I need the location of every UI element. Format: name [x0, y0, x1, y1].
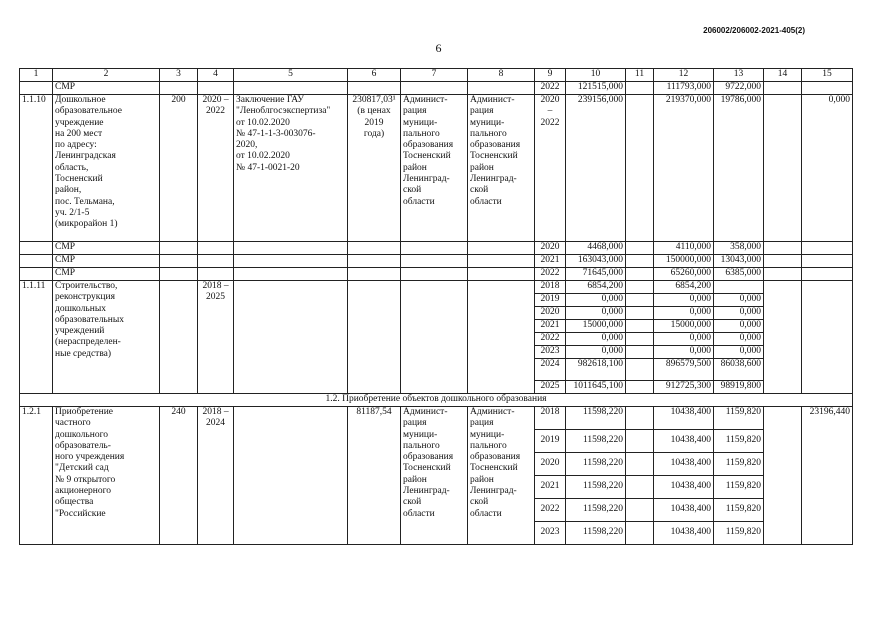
col-header: 4: [198, 69, 234, 82]
cell: [468, 82, 535, 95]
cell-year: 2020: [535, 242, 566, 255]
cell-total: 0,000: [566, 346, 626, 359]
cell: [802, 82, 853, 95]
cell: [234, 255, 348, 268]
cell: [198, 242, 234, 255]
cell: [468, 242, 535, 255]
cell: [626, 95, 654, 242]
section-title: 1.2. Приобретение объектов дошкольного образования: [20, 394, 853, 407]
cell-year: 2022: [535, 499, 566, 522]
cell-total: 6854,200: [566, 281, 626, 294]
cell-local: 1159,820: [714, 430, 764, 453]
cell-year: 2022: [535, 268, 566, 281]
col-header: 11: [626, 69, 654, 82]
cell-year: 2018: [535, 407, 566, 430]
cell-year: 2024: [535, 359, 566, 381]
cell: [468, 281, 535, 394]
col-header: 13: [714, 69, 764, 82]
cell: [348, 242, 401, 255]
cell-local: 1159,820: [714, 522, 764, 545]
cell: [198, 82, 234, 95]
cell-local: 86038,600: [714, 359, 764, 381]
cell: [802, 268, 853, 281]
cell: [764, 95, 802, 242]
cell: [348, 268, 401, 281]
cell: [20, 82, 53, 95]
cell: [234, 268, 348, 281]
table-row: [20, 95, 853, 242]
cell: [626, 255, 654, 268]
table-row: [20, 268, 853, 281]
cell-regional: 150000,000: [654, 255, 714, 268]
cell-year: 2020: [535, 453, 566, 476]
cell-total: 1011645,100: [566, 381, 626, 394]
cell-total: 11598,220: [566, 476, 626, 499]
cell-object-name: Приобретение частного дошкольного образователь- ного учреждения "Детский сад № 9 открытого акционерного общества "Российские: [53, 407, 160, 545]
cell: [626, 307, 654, 320]
cell-document: Заключение ГАУ "Леноблгосэкспертиза" от 10.02.2020 № 47-1-1-3-003076- 2020, от 10.02.2020 № 47-1-0021-20: [234, 95, 348, 242]
cell: [626, 381, 654, 394]
cell-capacity: 200: [160, 95, 198, 242]
cell-period: 2020 – 2022: [198, 95, 234, 242]
cell-year: 2022: [535, 82, 566, 95]
col-header: 12: [654, 69, 714, 82]
cell: [626, 281, 654, 294]
cell-total: 0,000: [566, 333, 626, 346]
cell: [802, 255, 853, 268]
cell: [468, 268, 535, 281]
cell: [626, 407, 654, 430]
cell: [348, 281, 401, 394]
cell-local: 1159,820: [714, 407, 764, 430]
cell-regional: 0,000: [654, 294, 714, 307]
page-number: 6: [435, 41, 442, 55]
cell-capacity: 240: [160, 407, 198, 545]
cell: [198, 255, 234, 268]
cell-local: 98919,800: [714, 381, 764, 394]
cell-local: 1159,820: [714, 453, 764, 476]
cell: [626, 242, 654, 255]
cell: [401, 242, 468, 255]
cell: [160, 255, 198, 268]
cell: [234, 82, 348, 95]
document-number: 206002/206002-2021-405(2): [703, 26, 805, 35]
cell-local: 13043,000: [714, 255, 764, 268]
cell-total: 71645,000: [566, 268, 626, 281]
table-row: [20, 281, 853, 294]
cell: [626, 346, 654, 359]
cell-object-name: Строительство, реконструкция дошкольных образовательных учреждений (нераспределен- ные средства): [53, 281, 160, 394]
cell-total: 15000,000: [566, 320, 626, 333]
cell-local: 6385,000: [714, 268, 764, 281]
cell-period: 2018 – 2024: [198, 407, 234, 545]
cell: [234, 407, 348, 545]
cell: [348, 255, 401, 268]
cell-local: 19786,000: [714, 95, 764, 242]
cell-total: 11598,220: [566, 522, 626, 545]
col-header: 15: [802, 69, 853, 82]
cell-regional: 912725,300: [654, 381, 714, 394]
cell-local: 0,000: [714, 320, 764, 333]
cell-regional: 111793,000: [654, 82, 714, 95]
cell-regional: 10438,400: [654, 453, 714, 476]
cell: [626, 476, 654, 499]
cell-regional: 10438,400: [654, 522, 714, 545]
cell-year: 2020: [535, 307, 566, 320]
cell-local: 0,000: [714, 346, 764, 359]
cell-total: 0,000: [566, 307, 626, 320]
cell: [160, 281, 198, 394]
cell-local: 1159,820: [714, 476, 764, 499]
cell-regional: 65260,000: [654, 268, 714, 281]
cell-regional: 10438,400: [654, 430, 714, 453]
cell: [626, 82, 654, 95]
cell: [764, 268, 802, 281]
cell-period: 2018 – 2025: [198, 281, 234, 394]
cell-regional: 6854,200: [654, 281, 714, 294]
cell-year: 2021: [535, 476, 566, 499]
cell-year: 2022: [535, 333, 566, 346]
cell-total: 11598,220: [566, 499, 626, 522]
cell-year: 2023: [535, 346, 566, 359]
cell-total: 11598,220: [566, 407, 626, 430]
cell: [626, 522, 654, 545]
cell: [764, 82, 802, 95]
col-header: 3: [160, 69, 198, 82]
cell-regional: 10438,400: [654, 499, 714, 522]
col-header: 2: [53, 69, 160, 82]
cell-total: 121515,000: [566, 82, 626, 95]
cell-smr-label: СМР: [53, 268, 160, 281]
cell: [401, 268, 468, 281]
cell-total: 11598,220: [566, 430, 626, 453]
cell-executor: Админист- рация муници- пального образования Тосненский район Ленинград- ской области: [468, 407, 535, 545]
cell-regional: 4110,000: [654, 242, 714, 255]
cell-regional: 10438,400: [654, 407, 714, 430]
cell: [401, 281, 468, 394]
cell: [160, 268, 198, 281]
cell-total: 239156,000: [566, 95, 626, 242]
col-header: 9: [535, 69, 566, 82]
cell-total: 4468,000: [566, 242, 626, 255]
cell-local: [714, 281, 764, 294]
table-row: [20, 242, 853, 255]
cell: [626, 430, 654, 453]
cell-item-number: 1.1.10: [20, 95, 53, 242]
cell-smr-label: СМР: [53, 82, 160, 95]
col-header: 7: [401, 69, 468, 82]
cell-local: 0,000: [714, 333, 764, 346]
cell: [626, 453, 654, 476]
cell: [626, 294, 654, 307]
cell: [160, 242, 198, 255]
col-header: 6: [348, 69, 401, 82]
cell-estimated-cost: 81187,54: [348, 407, 401, 545]
cell-regional: 896579,500: [654, 359, 714, 381]
col-header: 14: [764, 69, 802, 82]
cell-regional: 219370,000: [654, 95, 714, 242]
cell-regional: 0,000: [654, 333, 714, 346]
cell-year: 2023: [535, 522, 566, 545]
col-header: 1: [20, 69, 53, 82]
col-header: 10: [566, 69, 626, 82]
cell-year: 2025: [535, 381, 566, 394]
cell: [764, 255, 802, 268]
cell: [626, 320, 654, 333]
cell-local: 1159,820: [714, 499, 764, 522]
cell-regional: 15000,000: [654, 320, 714, 333]
cell-local: 0,000: [714, 307, 764, 320]
cell: [348, 82, 401, 95]
col-header: 5: [234, 69, 348, 82]
cell-year: 2021: [535, 255, 566, 268]
cell: [468, 255, 535, 268]
cell-local: 9722,000: [714, 82, 764, 95]
cell-regional: 10438,400: [654, 476, 714, 499]
cell-customer: Админист- рация муници- пального образования Тосненский район Ленинград- ской области: [401, 95, 468, 242]
cell: [764, 242, 802, 255]
cell: [401, 82, 468, 95]
cell: [234, 281, 348, 394]
col-header: 8: [468, 69, 535, 82]
cell: [802, 242, 853, 255]
cell-year: 2019: [535, 294, 566, 307]
cell-item-number: 1.2.1: [20, 407, 53, 545]
table-row: [20, 255, 853, 268]
cell: [764, 407, 802, 545]
cell-item-number: 1.1.11: [20, 281, 53, 394]
cell-local: 358,000: [714, 242, 764, 255]
cell-local: 0,000: [714, 294, 764, 307]
cell: [198, 268, 234, 281]
program-table: [19, 68, 853, 545]
cell: [626, 268, 654, 281]
cell-regional: 0,000: [654, 346, 714, 359]
cell-year: 2021: [535, 320, 566, 333]
cell-customer: Админист- рация муници- пального образования Тосненский район Ленинград- ской области: [401, 407, 468, 545]
column-number-row: [20, 69, 853, 82]
cell-year: 2020 – 2022: [535, 95, 566, 242]
cell: [160, 82, 198, 95]
cell-total: 0,000: [566, 294, 626, 307]
cell-object-name: Дошкольное образовательное учреждение на 200 мест по адресу: Ленинградская область, Тосненский район, пос. Тельмана, уч. 2/1-5 (микрорайон 1): [53, 95, 160, 242]
cell: [401, 255, 468, 268]
cell: [20, 255, 53, 268]
cell-total: 163043,000: [566, 255, 626, 268]
cell-smr-label: СМР: [53, 255, 160, 268]
table-row: [20, 407, 853, 430]
cell-year: 2019: [535, 430, 566, 453]
cell: [20, 242, 53, 255]
section-row: [20, 394, 853, 407]
cell: [626, 359, 654, 381]
cell-other: 0,000: [802, 95, 853, 242]
cell-estimated-cost: 230817,03¹ (в ценах 2019 года): [348, 95, 401, 242]
cell-year: 2018: [535, 281, 566, 294]
cell-smr-label: СМР: [53, 242, 160, 255]
cell: [234, 242, 348, 255]
cell: [20, 268, 53, 281]
cell: [626, 499, 654, 522]
cell-total: 982618,100: [566, 359, 626, 381]
cell: [626, 333, 654, 346]
cell: [764, 281, 802, 394]
cell-regional: 0,000: [654, 307, 714, 320]
cell-executor: Админист- рация муници- пального образования Тосненский район Ленинград- ской области: [468, 95, 535, 242]
cell: [802, 281, 853, 394]
table-row: [20, 82, 853, 95]
cell-other: 23196,440: [802, 407, 853, 545]
cell-total: 11598,220: [566, 453, 626, 476]
